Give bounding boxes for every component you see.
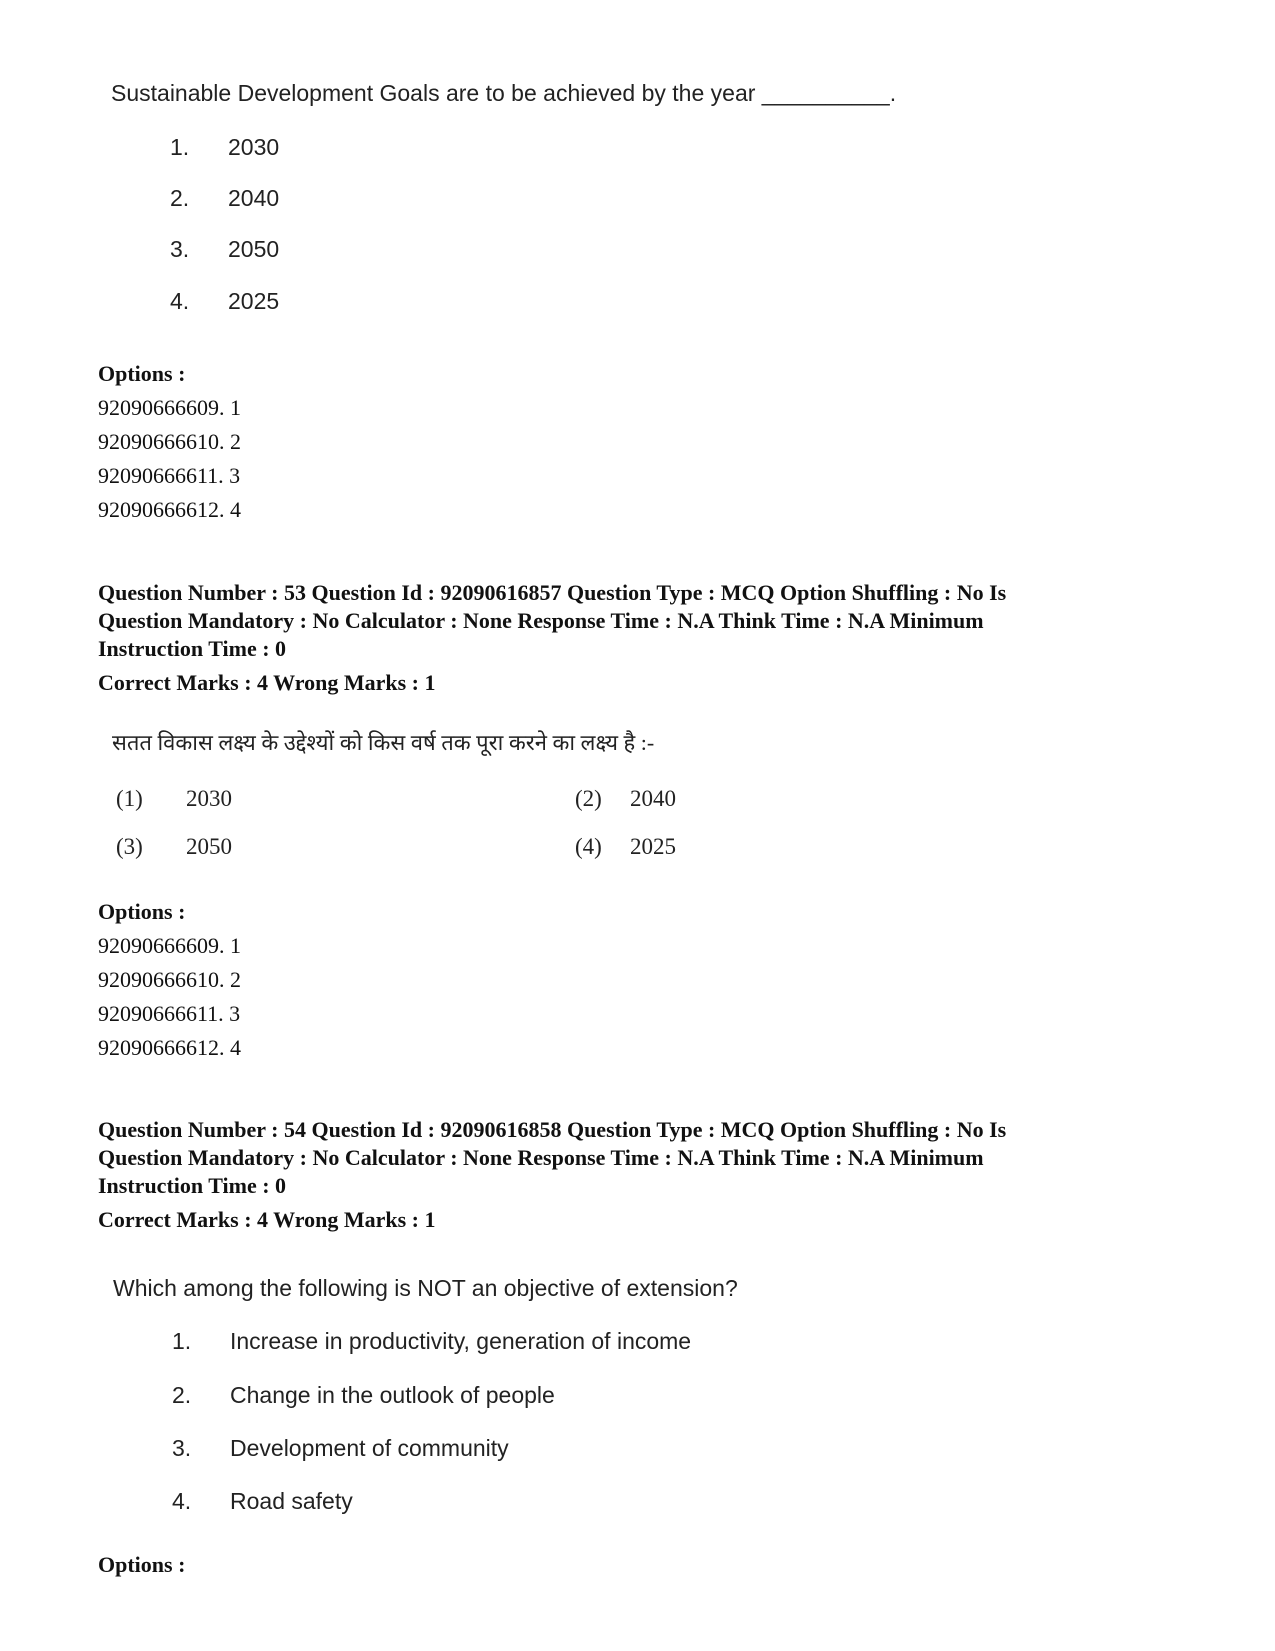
q52-option-1: 92090666609. 1 (98, 395, 241, 420)
q53-choice-3: (3) 2050 (116, 834, 232, 859)
q52-choice-3: 3. 2050 (170, 236, 280, 262)
q53-option-1: 92090666609. 1 (98, 933, 241, 958)
q53-meta-line-3: Instruction Time : 0 (98, 636, 287, 661)
question-52-text: Sustainable Development Goals are to be achieved by the year __________. (111, 80, 897, 106)
q53-option-4: 92090666612. 4 (98, 1035, 241, 1060)
q54-meta-line-2: Question Mandatory : No Calculator : None Response Time : N.A Think Time : N.A Minimum (98, 1145, 984, 1170)
question-54-text: Which among the following is NOT an objective of extension? (113, 1275, 738, 1301)
q53-choice-1: (1) 2030 (116, 786, 232, 811)
q54-marks: Correct Marks : 4 Wrong Marks : 1 (98, 1207, 436, 1232)
q54-choice-4: 4. Road safety (172, 1488, 353, 1514)
q52-choice-2: 2. 2040 (170, 185, 280, 211)
q53-choice-4: (4) 2025 (575, 834, 676, 859)
q54-choice-2: 2. Change in the outlook of people (172, 1382, 555, 1408)
q53-option-2: 92090666610. 2 (98, 967, 241, 992)
q52-choice-1: 1. 2030 (170, 134, 280, 160)
q52-options-heading: Options : (98, 361, 186, 386)
q53-choice-2: (2) 2040 (575, 786, 676, 811)
q54-meta-line-1: Question Number : 54 Question Id : 92090616858 Question Type : MCQ Option Shuffling : No Is (98, 1117, 1007, 1142)
question-53-text: सतत विकास लक्ष्य के उद्देश्यों को किस वर्ष तक पूरा करने का लक्ष्य है :- (112, 730, 655, 755)
q54-options-heading: Options : (98, 1552, 186, 1577)
q52-option-2: 92090666610. 2 (98, 429, 241, 454)
q54-choice-1: 1. Increase in productivity, generation of income (172, 1328, 692, 1354)
q53-meta-line-1: Question Number : 53 Question Id : 92090616857 Question Type : MCQ Option Shuffling : No Is (98, 580, 1007, 605)
q53-marks: Correct Marks : 4 Wrong Marks : 1 (98, 670, 436, 695)
q52-choice-4: 4. 2025 (170, 288, 280, 314)
q52-option-3: 92090666611. 3 (98, 463, 241, 488)
q54-meta-line-3: Instruction Time : 0 (98, 1173, 287, 1198)
q53-meta-line-2: Question Mandatory : No Calculator : None Response Time : N.A Think Time : N.A Minimum (98, 608, 984, 633)
q53-option-3: 92090666611. 3 (98, 1001, 241, 1026)
q54-choice-3: 3. Development of community (172, 1435, 509, 1461)
q52-option-4: 92090666612. 4 (98, 497, 241, 522)
q53-options-heading: Options : (98, 899, 186, 924)
